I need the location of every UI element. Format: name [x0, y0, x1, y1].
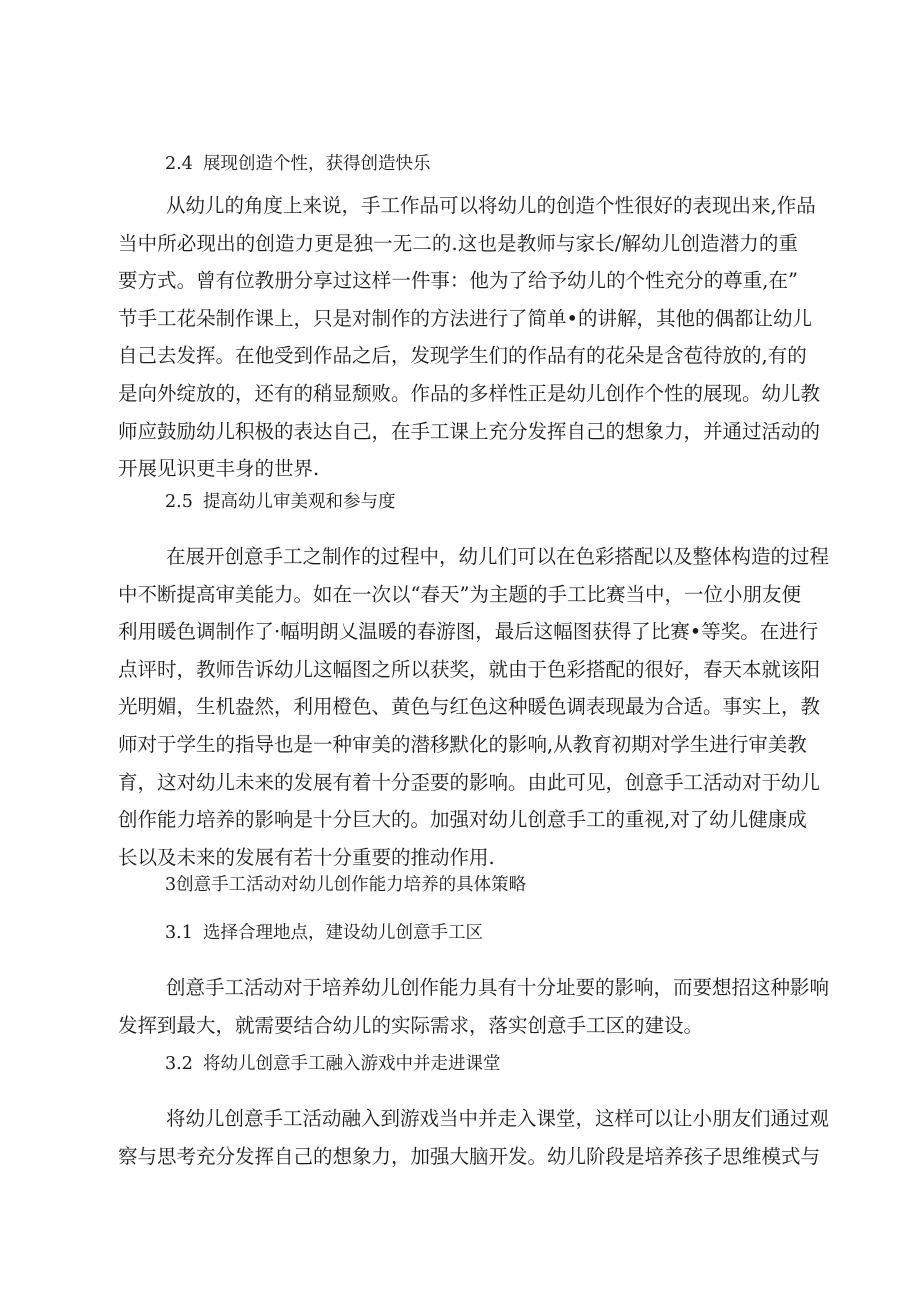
section-title: 创意手工活动对幼儿创作能力培养的具体策略 [176, 875, 527, 895]
paragraph-line: 从幼儿的角度上来说，手工作品可以将幼儿的创造个性很好的表现出来,作品 [166, 194, 816, 217]
paragraph-3-1 [118, 969, 830, 1044]
section-title: 提高幼儿审美观和参与度 [203, 492, 396, 512]
section-title: 选择合理地点，建设幼儿创意手工区 [203, 923, 483, 943]
paragraph-line: 自己去发挥。在他受到作品之后，发现学生们的作品有的花朵是含苞待放的,有的 [118, 344, 807, 368]
paragraph-line: 育，这对幼儿未来的发展有着十分歪要的影响。由此可见，创意手工活动对于幼儿 [118, 770, 821, 794]
section-number: 2.4 [165, 154, 193, 174]
paragraph-line: 创意手工活动对于培养幼儿创作能力具有十分址要的影响，而要想招这种影响 [166, 976, 830, 999]
paragraph-line: 利用暖色调制作了·幅明朗乂温暖的春游图，最后这幅图获得了比赛•等奖。在进行 [118, 620, 819, 644]
paragraph-2-5 [118, 538, 830, 876]
paragraph-line: 长以及未来的发展有若十分重要的推动作用. [118, 845, 495, 869]
paragraph-line: 光明媚，生机盎然，利用橙色、黄色与红色这种暖色调表现最为合适。事实上，教 [118, 695, 821, 719]
paragraph-line: 发挥到最大，就需要结合幼儿的实际需求，落实创意手工区的建设。 [118, 1013, 704, 1037]
paragraph-line: 是向外绽放的，还有的稍显颓败。作品的多样性正是幼儿创作个性的展现。幼儿教 [118, 381, 821, 405]
paragraph-line: 当中所必现出的创造力更是独一无二的.这也是教师与家长/解幼儿创造潜力的重 [118, 231, 798, 255]
section-number: 3.1 [165, 923, 193, 943]
chapter-heading-3 [165, 873, 526, 897]
section-title: 将幼儿创意手工融入游戏中并走进课堂 [203, 1054, 501, 1074]
paragraph-line: 要方式。曾有位教册分享过这样一件事：他为了给予幼儿的个性充分的尊重,在” [118, 269, 798, 293]
paragraph-line: 创作能力培养的影响是十分巨大的。加强对幼儿创意手工的重视,对了幼儿健康成 [118, 808, 807, 832]
paragraph-2-4 [118, 187, 821, 488]
paragraph-line: 开展见识更丰身的世界. [118, 457, 320, 481]
section-title: 展现创造个性，获得创造快乐 [203, 154, 431, 174]
section-heading-2-4 [165, 152, 431, 176]
paragraph-line: 节手工花朵制作课上，只是对制作的方法进行了简单•的讲解，其他的偶都让幼儿 [118, 306, 813, 330]
section-heading-3-2 [165, 1052, 501, 1076]
paragraph-line: 中不断提高审美能力。如在一次以“春天”为主题的手工比赛当中，一位小朋友便 [118, 582, 801, 606]
section-number: 2.5 [165, 492, 193, 512]
paragraph-line: 点评时，教师告诉幼儿这幅图之所以获奖，就由于色彩搭配的很好，春天本就该阳 [118, 657, 821, 681]
paragraph-line: 师应鼓励幼儿积极的表达自己，在手工课上充分发挥自己的想象力，并通过活动的 [118, 419, 821, 443]
paragraph-line: 在展开创意手工之制作的过程中，幼儿们可以在色彩搭配以及整体构造的过程 [166, 545, 830, 568]
paragraph-line: 师对于学生的指导也是一种审美的潜移默化的影响,从教育初期对学生进行审美教 [118, 732, 807, 756]
paragraph-3-2 [118, 1100, 830, 1175]
section-heading-3-1 [165, 921, 483, 945]
paragraph-line: 察与思考充分发挥自己的想象力，加强大脑开发。幼儿阶段是培养孩子思维模式与 [118, 1144, 821, 1168]
section-heading-2-5 [165, 490, 396, 514]
paragraph-line: 将幼儿创意手工活动融入到游戏当中并走入课堂，这样可以让小朋友们通过观 [166, 1107, 830, 1130]
section-number: 3.2 [165, 1054, 193, 1074]
section-number: 3 [165, 875, 177, 895]
